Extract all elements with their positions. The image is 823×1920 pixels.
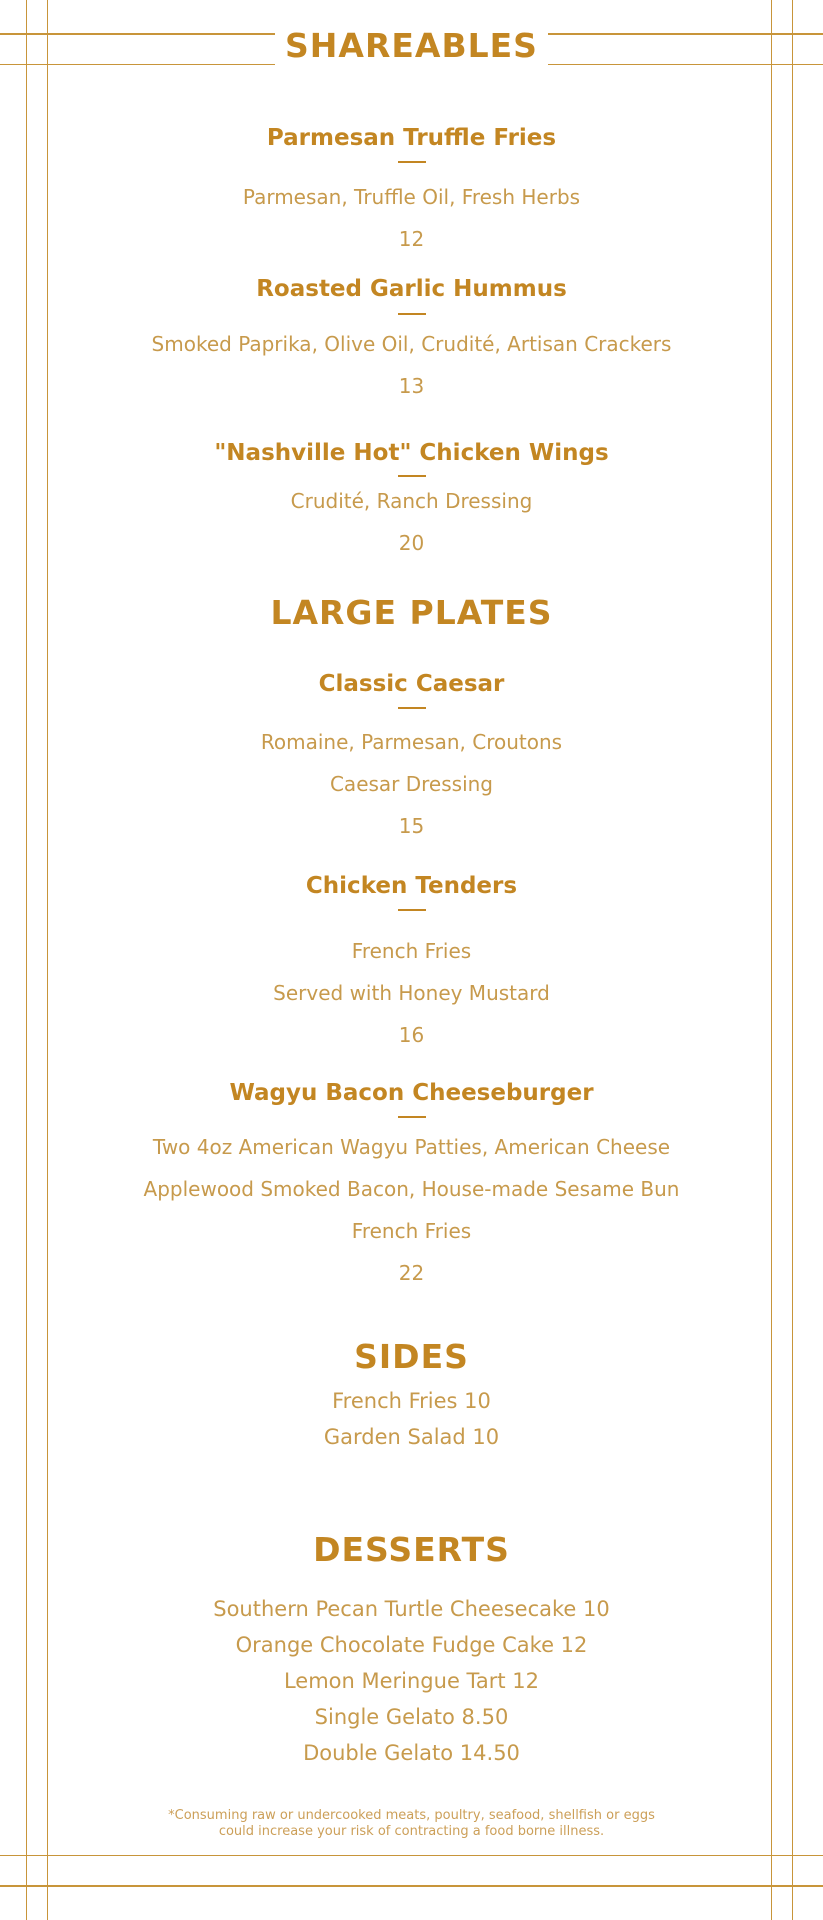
menu-item-wagyu-bacon-cheeseburger [0,1078,823,1287]
item-name: Roasted Garlic Hummus [256,276,567,302]
item-divider [398,909,426,911]
item-description: Smoked Paprika, Olive Oil, Crudité, Artisan Crackers [151,332,672,356]
disclaimer-line-1: *Consuming raw or undercooked meats, poultry, seafood, shellfish or eggs [168,1808,655,1823]
item-price: 12 [398,227,425,251]
list-item: Garden Salad 10 [323,1425,500,1449]
menu-item-chicken-tenders [0,871,823,1049]
item-name: "Nashville Hot" Chicken Wings [214,440,609,466]
section-title-large-plates: LARGE PLATES [270,593,553,632]
sides-section [0,1335,823,1451]
item-name: Parmesan Truffle Fries [266,125,557,151]
shareables-header [0,18,823,74]
disclaimer [0,1808,823,1840]
section-title-desserts: DESSERTS [313,1530,510,1569]
menu-item-roasted-garlic-hummus [0,274,823,400]
item-description-line: Two 4oz American Wagyu Patties, American Cheese [152,1135,671,1159]
item-divider [398,1116,426,1118]
section-title-shareables: SHAREABLES [275,18,548,74]
item-name: Chicken Tenders [305,873,518,899]
item-divider [398,707,426,709]
disclaimer-line-2: could increase your risk of contracting a food borne illness. [218,1824,605,1839]
item-price: 16 [398,1023,425,1047]
section-title-sides: SIDES [354,1337,469,1376]
item-description-line: French Fries [351,939,472,963]
list-item: Lemon Meringue Tart 12 [283,1669,540,1693]
menu-item-nashville-hot-chicken-wings [0,438,823,557]
large-plates-header [0,591,823,635]
item-price: 22 [398,1261,425,1285]
item-price: 20 [398,531,425,555]
item-divider [398,313,426,315]
item-description: Parmesan, Truffle Oil, Fresh Herbs [242,185,581,209]
list-item: Single Gelato 8.50 [314,1705,509,1729]
item-description-line: Applewood Smoked Bacon, House-made Sesame Bun [143,1177,680,1201]
item-price: 13 [398,374,425,398]
border-line-bottom-1 [0,1855,823,1856]
border-line-bottom-2 [0,1885,823,1887]
list-item: French Fries 10 [332,1389,491,1413]
menu-item-parmesan-truffle-fries [0,123,823,253]
item-price: 15 [398,814,425,838]
item-divider [398,161,426,163]
list-item: Double Gelato 14.50 [303,1741,520,1765]
list-item: Southern Pecan Turtle Cheesecake 10 [213,1597,610,1621]
menu-item-classic-caesar [0,669,823,840]
item-description: Crudité, Ranch Dressing [290,489,533,513]
desserts-section [0,1528,823,1767]
list-item: Orange Chocolate Fudge Cake 12 [235,1633,588,1657]
item-description-line: Served with Honey Mustard [273,981,550,1005]
item-name: Wagyu Bacon Cheeseburger [229,1080,594,1106]
item-description-line: French Fries [351,1219,472,1243]
item-divider [398,475,426,477]
item-description-line: Romaine, Parmesan, Croutons [260,730,563,754]
item-description-line: Caesar Dressing [329,772,494,796]
item-name: Classic Caesar [318,671,505,697]
